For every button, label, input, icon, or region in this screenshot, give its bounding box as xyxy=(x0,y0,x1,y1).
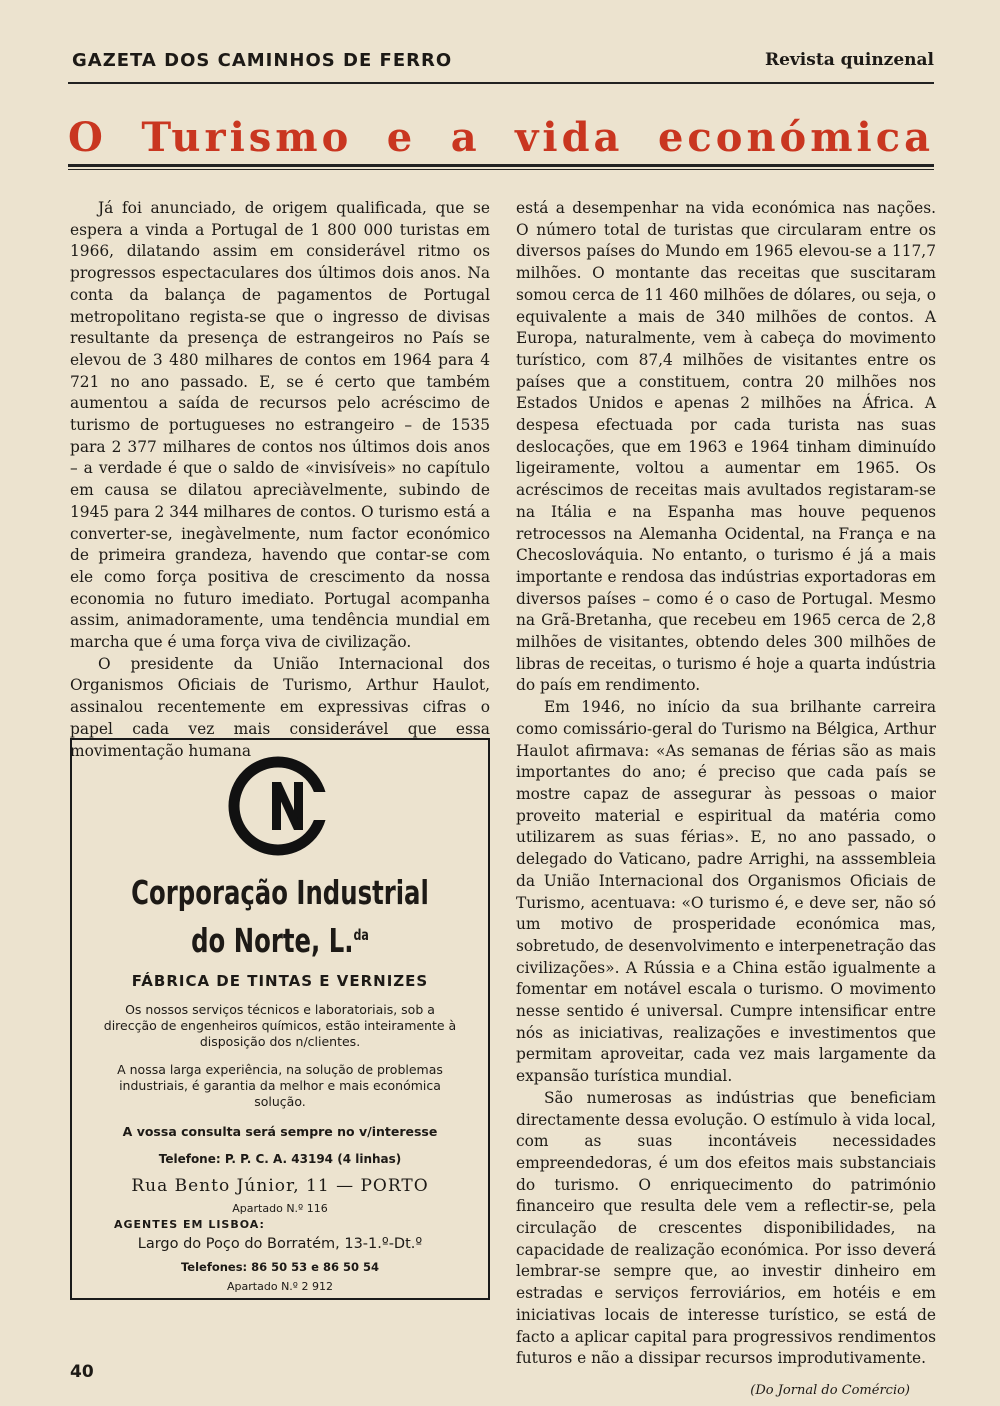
ad-company-name xyxy=(109,872,450,962)
article-paragraph: Em 1946, no início da sua brilhante carreira como comissário-geral do Turismo na Bélgica, Arthur Haulot afirmava: «As semanas de férias são as mais importantes do ano; é preciso que cada país se mostre capaz de assegurar às pessoas o maior proveito material e espiritual da matéria como utilizarem as suas férias». E, no ano passado, o delegado do Vaticano, padre Arrighi, na asssembleia da União Internacional dos Organismos Oficiais de Turismo, acentuava: «O turismo é, e deve ser, não só um motivo de prosperidade económica mas, sobretudo, de desenvolvimento e interpenetração das civilizações». A Rússia e a China estão igualmente a fomentar em notável escala o turismo. O movimento nesse sentido é universal. Cumpre intensificar entre nós as iniciativas, realizações e investimentos que permitam aproveitar, cada vez mais largamente da expansão turística mundial. xyxy=(516,698,936,1086)
article-column-left xyxy=(70,198,490,762)
title-rule xyxy=(68,164,934,167)
header-rule xyxy=(68,82,934,84)
publication-name: GAZETA DOS CAMINHOS DE FERRO xyxy=(72,50,453,71)
ad-address-lisboa: Largo do Poço do Borratém, 13-1.º-Dt.º xyxy=(137,1236,423,1252)
article-column-right xyxy=(516,198,936,1402)
advertisement-box xyxy=(70,738,490,1300)
ad-tagline: FÁBRICA DE TINTAS E VERNIZES xyxy=(131,972,429,990)
ad-consulta: A vossa consulta será sempre no v/interesse xyxy=(122,1124,438,1139)
cin-logo-icon xyxy=(228,756,328,856)
article-paragraph: O presidente da União Internacional dos Organismos Oficiais de Turismo, Arthur Haulot, assinalou recentemente em expressivas cifras o papel cada vez mais considerável que essa movimentação humana xyxy=(70,654,490,760)
ad-telephones-lisboa: Telefones: 86 50 53 e 86 50 54 xyxy=(180,1260,380,1274)
article-title: O Turismo e a vida económica xyxy=(68,114,934,161)
ad-company-line2 xyxy=(109,914,450,962)
article-paragraph: Já foi anunciado, de origem qualificada, que se espera a vinda a Portugal de 1 800 000 turistas em 1966, dilatando assim em considerável ritmo os progressos espectaculares dos últimos dois anos. Na conta da balança de pagamentos de Portugal metropolitano regista-se que o ingresso de divisas resultante da presença de estrangeiros no País se elevou de 3 480 milhares de contos em 1964 para 4 721 no ano passado. E, se é certo que também aumentou a saída de recursos pelo acréscimo de turismo de portugueses no estrangeiro – de 1535 para 2 377 milhares de contos nos últimos dois anos – a verdade é que o saldo de «invisíveis» no capítulo em causa se dilatou apreciàvelmente, subindo de 1945 para 2 344 milhares de contos. O turismo está a converter-se, inegàvelmente, num factor económico de primeira grandeza, havendo que contar-se com ele como força positiva de crescimento da nossa economia no futuro imediato. Portugal acompanha assim, animadoramente, uma tendência mundial em marcha que é uma força viva de civilização. xyxy=(70,199,491,652)
title-rule-thin xyxy=(68,169,934,170)
publication-frequency: Revista quinzenal xyxy=(764,50,934,70)
ad-address-porto: Rua Bento Júnior, 11 — PORTO xyxy=(131,1176,429,1196)
ad-apartado-lisboa: Apartado N.º 2 912 xyxy=(227,1280,333,1293)
ad-paragraph-services: Os nossos serviços técnicos e laboratoriais, sob a direcção de engenheiros químicos, estão inteiramente à disposição dos n/clientes. xyxy=(103,1002,457,1049)
article-source: (Do Jornal do Comércio) xyxy=(750,1382,910,1398)
article-paragraph: está a desempenhar na vida económica nas nações. O número total de turistas que circularam entre os diversos países do Mundo em 1965 elevou-se a 117,7 milhões. O montante das receitas que suscitaram somou cerca de 11 460 milhões de dólares, ou seja, o equivalente a mais de 340 milhões de contos. A Europa, naturalmente, vem à cabeça do movimento turístico, com 87,4 milhões de visitantes entre os países que a constituem, contra 20 milhões nos Estados Unidos e apenas 2 milhões na África. A despesa efectuada por cada turista nas suas deslocações, que em 1963 e 1964 tinham diminuído ligeiramente, voltou a aumentar em 1965. Os acréscimos de receitas mais avultados registaram-se na Itália e na Espanha mas houve pequenos retrocessos na Alemanha Ocidental, na França e na Checoslováquia. No entanto, o turismo é já a mais importante e rendosa das indústrias exportadoras em diversos países – como é o caso de Portugal. Mesmo na Grã-Bretanha, que recebeu em 1965 cerca de 2,8 milhões de visitantes, obtendo deles 300 milhões de libras de receitas, o turismo é hoje a quarta indústria do país em rendimento. xyxy=(516,199,936,695)
ad-telephone: Telefone: P. P. C. A. 43194 (4 linhas) xyxy=(158,1152,402,1166)
ad-paragraph-experience: A nossa larga experiência, na solução de problemas industriais, é garantia da melhor e mais económica solução. xyxy=(117,1062,443,1109)
ad-company-line1: Corporação Industrial xyxy=(131,873,429,912)
ad-company-line2-text: do Norte, L. xyxy=(191,921,354,960)
page-number: 40 xyxy=(70,1362,94,1382)
ad-company-sup: da xyxy=(353,926,369,944)
ad-agents-heading: AGENTES EM LISBOA: xyxy=(114,1218,265,1231)
article-paragraph: São numerosas as indústrias que beneficiam directamente dessa evolução. O estímulo à vida local, com as suas incontáveis necessidades empreendedoras, é um dos efeitos mais substanciais do turismo. O enriquecimento do património financeiro que resulta dele vem a reflectir-se, pela circulação de crescentes disponibilidades, na capacidade de realização económica. Por isso deverá lembrar-se sempre que, ao investir dinheiro em estradas e serviços ferroviários, em hotéis e em iniciativas locais de interesse turístico, se está de facto a aplicar capital para progressivos rendimentos futuros e não a dissipar recursos improdutivamente. xyxy=(516,1088,936,1368)
ad-apartado-porto: Apartado N.º 116 xyxy=(232,1202,328,1215)
